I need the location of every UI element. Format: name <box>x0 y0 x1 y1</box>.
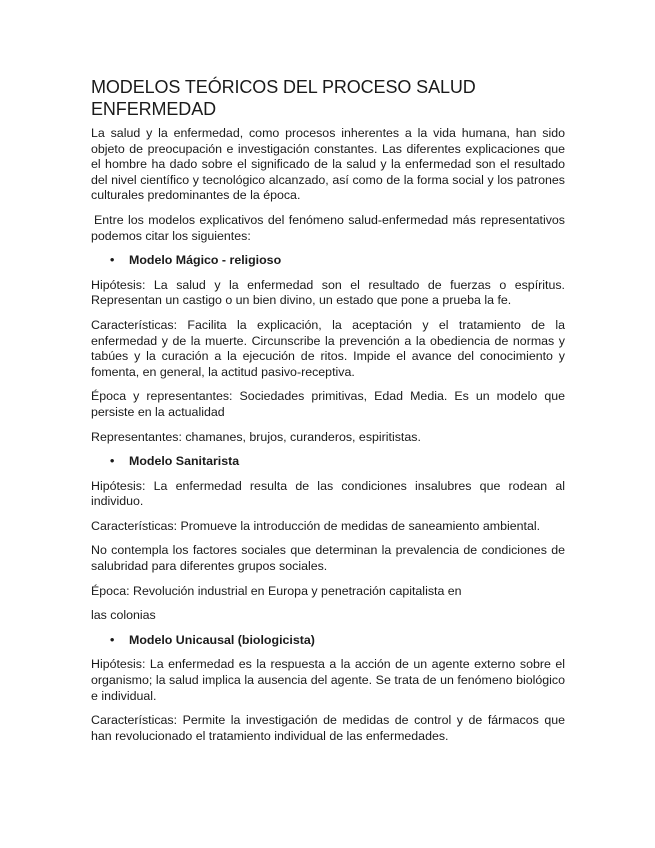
paragraph: Características: Promueve la introducción de medidas de saneamiento ambiental. <box>91 518 541 533</box>
section-heading-text: Modelo Mágico - religioso <box>129 253 282 268</box>
section-heading-text: Modelo Sanitarista <box>129 454 240 469</box>
section-heading-magico <box>91 253 565 269</box>
page-title: MODELOS TEÓRICOS DEL PROCESO SALUD ENFERMEDAD <box>91 77 476 119</box>
paragraph: las colonias <box>91 608 156 623</box>
bullet-icon: • <box>110 454 115 469</box>
document-page <box>91 76 565 753</box>
paragraph: Características: Permite la investigación de medidas de control y de fármacos que han revolucionado el tratamiento individual de las enfermedades. <box>91 713 565 743</box>
bullet-icon: • <box>110 253 115 268</box>
intro-paragraph-2: Entre los modelos explicativos del fenómeno salud-enfermedad más representativos podemos citar los siguientes: <box>91 212 565 243</box>
paragraph: No contempla los factores sociales que determinan la prevalencia de condiciones de salubridad para diferentes grupos sociales. <box>91 543 565 574</box>
paragraph: Características: Facilita la explicación, la aceptación y el tratamiento de la enfermedad y de la muerte. Circunscribe la prevención a la obediencia de normas y tabúes y la curación a la ejecución de ritos. Impide el avance del conocimiento y fomenta, en general, la actitud pasivo-receptiva. <box>91 317 565 379</box>
paragraph: Época y representantes: Sociedades primitivas, Edad Media. Es un modelo que persiste en la actualidad <box>91 389 565 419</box>
paragraph: Hipótesis: La salud y la enfermedad son el resultado de fuerzas o espíritus. Representan un castigo o un bien divino, un estado que pone a prueba la fe. <box>91 277 565 308</box>
section-heading-sanitarista <box>91 454 565 470</box>
paragraph: Hipótesis: La enfermedad resulta de las condiciones insalubres que rodean al individuo. <box>91 478 565 509</box>
intro-paragraph: La salud y la enfermedad, como procesos inherentes a la vida humana, han sido objeto de preocupación e investigación constantes. Las diferentes explicaciones que el hombre ha dado sobre el significado de la salud y la enfermedad son el resultado del nivel científico y tecnológico alcanzado, así como de la forma social y los patrones culturales predominantes de la época. <box>91 126 565 203</box>
paragraph: Representantes: chamanes, brujos, curanderos, espiritistas. <box>91 429 421 444</box>
section-heading-text: Modelo Unicausal (biologicista) <box>129 632 315 647</box>
paragraph: Hipótesis: La enfermedad es la respuesta a la acción de un agente externo sobre el organismo; la salud implica la ausencia del agente. Se trata de un fenómeno biológico e individual. <box>91 657 565 703</box>
section-heading-unicausal <box>91 633 565 649</box>
paragraph: Época: Revolución industrial en Europa y penetración capitalista en <box>91 583 462 598</box>
bullet-icon: • <box>110 632 115 647</box>
